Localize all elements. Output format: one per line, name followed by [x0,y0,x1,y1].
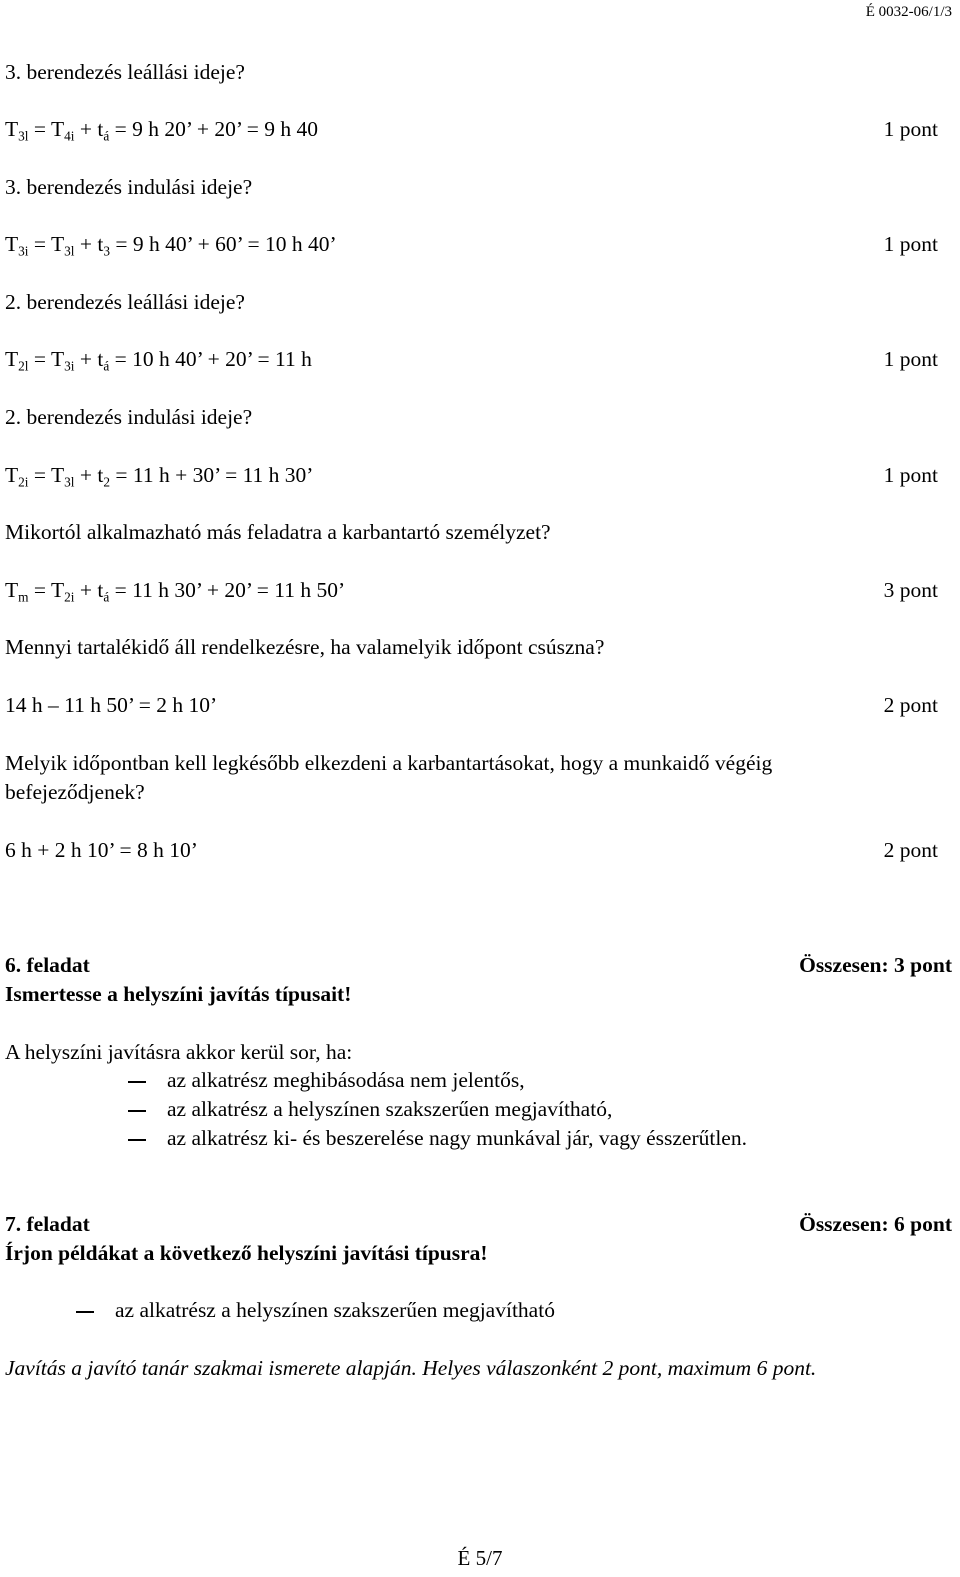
equation-staff-available: $T_m = T_{2i} + t_á = 11$ h 30’ + 20’ = 11 h 50’ [5,578,346,605]
equation-3-start: $T_{3i} = T_{3l} + t_3 = 9$ h 40’ + 60’ = 10 h 40’ [5,232,337,259]
list-item: az alkatrész a helyszínen szakszerűen megjavítható, [167,1097,613,1121]
points-label: 1 pont [883,232,938,256]
question-latest-start-line1: Melyik időpontban kell legkésőbb elkezdeni a karbantartásokat, hogy a munkaidő végéig [5,751,773,775]
task-6-prompt: Ismertesse a helyszíni javítás típusait! [5,982,352,1006]
equation-3-stop: $T_{3l} = T_{4i} + t_á = 9$ h 20’ + 20’ = 9 h 40 [5,117,319,144]
question-2-start: 2. berendezés indulási ideje? [5,405,253,429]
points-label: 3 pont [883,578,938,602]
equation-2-start: $T_{2i} = T_{3l} + t_2 = 11$ h + 30’ = 11 h 30’ [5,463,314,490]
list-item: az alkatrész a helyszínen szakszerűen megjavítható [115,1298,555,1322]
list-dash [128,1110,146,1112]
grading-note: Javítás a javító tanár szakmai ismerete alapján. Helyes válaszonként 2 pont, maximum 6 pont. [5,1356,817,1380]
points-label: 1 pont [883,117,938,141]
points-label: 2 pont [883,693,938,717]
question-latest-start-line2: befejeződjenek? [5,780,145,804]
task-7-prompt: Írjon példákat a következő helyszíni javítási típusra! [5,1241,488,1265]
task-6-intro: A helyszíni javításra akkor kerül sor, ha: [5,1040,353,1064]
points-label: 1 pont [883,347,938,371]
points-label: 1 pont [883,463,938,487]
task-7-total: Összesen: 6 pont [799,1212,952,1236]
equation-2-stop: $T_{2l} = T_{3i} + t_á = 10$ h 40’ + 20’ = 11 h [5,347,312,374]
page-number: É 5/7 [457,1546,503,1570]
task-6-title: 6. feladat [5,953,90,977]
document-code: É 0032-06/1/3 [865,4,952,20]
question-reserve-time: Mennyi tartalékidő áll rendelkezésre, ha valamelyik időpont csúszna? [5,635,605,659]
question-3-start: 3. berendezés indulási ideje? [5,175,253,199]
points-label: 2 pont [883,838,938,862]
task-6-total: Összesen: 3 pont [799,953,952,977]
list-item: az alkatrész meghibásodása nem jelentős, [167,1068,525,1092]
equation-reserve-time: 14 h – 11 h 50’ = 2 h 10’ [5,693,218,717]
task-7-title: 7. feladat [5,1212,90,1236]
question-3-stop: 3. berendezés leállási ideje? [5,60,245,84]
question-2-stop: 2. berendezés leállási ideje? [5,290,245,314]
list-dash [128,1081,146,1083]
list-item: az alkatrész ki- és beszerelése nagy munkával jár, vagy ésszerűtlen. [167,1126,747,1150]
list-dash [76,1311,94,1313]
equation-latest-start: 6 h + 2 h 10’ = 8 h 10’ [5,838,198,862]
list-dash [128,1139,146,1141]
question-staff-available: Mikortól alkalmazható más feladatra a karbantartó személyzet? [5,520,551,544]
